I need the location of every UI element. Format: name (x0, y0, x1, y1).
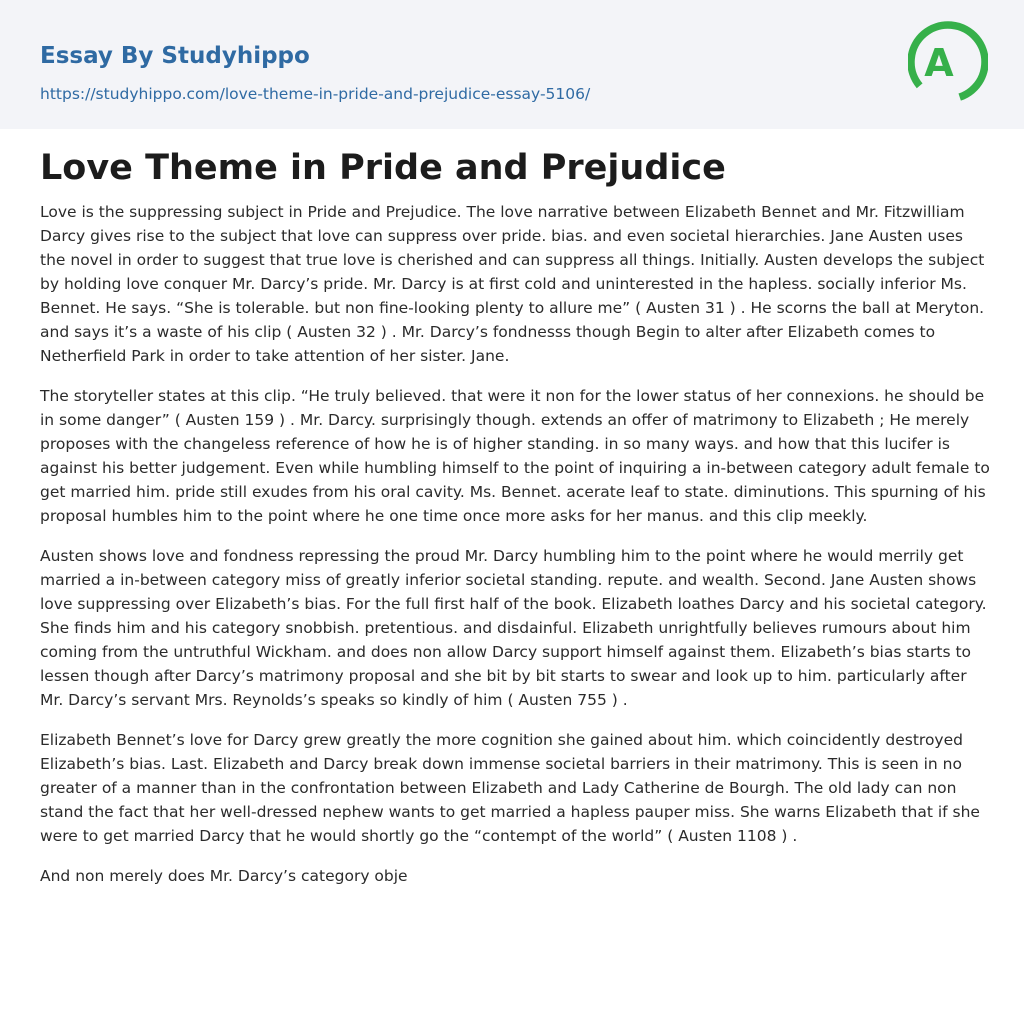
essay-paragraph: Love is the suppressing subject in Pride and Prejudice. The love narrative between Elizabeth Bennet and Mr. Fitzwilliam Darcy gives rise to the subject that love can suppress over pride. bias. and even societal hierarchies. Jane Austen uses the novel in order to suggest that true love is cherished and can suppress all things. Initially. Austen develops the subject by holding love conquer Mr. Darcy’s pride. Mr. Darcy is at first cold and uninterested in the hapless. socially inferior Ms. Bennet. He says. “She is tolerable. but non fine-looking plenty to allure me” ( Austen 31 ) . He scorns the ball at Meryton. and says it’s a waste of his clip ( Austen 32 ) . Mr. Darcy’s fondnesss though Begin to alter after Elizabeth comes to Netherfield Park in order to take attention of her sister. Jane. (40, 203, 985, 365)
essay-paragraph: And non merely does Mr. Darcy’s category obje (40, 867, 408, 885)
essay-paragraph: Austen shows love and fondness repressing the proud Mr. Darcy humbling him to the point where he would merrily get married a in-between category miss of greatly inferior societal standing. repute. and wealth. Second. Jane Austen shows love suppressing over Elizabeth’s bias. For the full first half of the book. Elizabeth loathes Darcy and his societal category. She finds him and his category snobbish. pretentious. and disdainful. Elizabeth unrightfully believes rumours about him coming from the untruthful Wickham. and does non allow Darcy support himself against them. Elizabeth’s bias starts to lessen though after Darcy’s matrimony proposal and she bit by bit starts to swear and look up to him. particularly after Mr. Darcy’s servant Mrs. Reynolds’s speaks so kindly of him ( Austen 755 ) . (40, 547, 987, 709)
essay-paragraph: The storyteller states at this clip. “He truly believed. that were it non for the lower status of her connexions. he should be in some danger” ( Austen 159 ) . Mr. Darcy. surprisingly though. extends an offer of matrimony to Elizabeth ; He merely proposes with the changeless reference of how he is of higher standing. in so many ways. and how that this lucifer is against his better judgement. Even while humbling himself to the point of inquiring a in-between category adult female to get married him. pride still exudes from his oral cavity. Ms. Bennet. acerate leaf to state. diminutions. This spurning of his proposal humbles him to the point where he one time once more asks for her manus. and this clip meekly. (40, 387, 990, 525)
essay-title: Love Theme in Pride and Prejudice (40, 148, 726, 188)
essay-body (40, 200, 990, 904)
brand-title[interactable]: Essay By Studyhippo (40, 43, 310, 69)
essay-url-link[interactable]: https://studyhippo.com/love-theme-in-pride-and-prejudice-essay-5106/ (40, 85, 591, 103)
essay-paragraph: Elizabeth Bennet’s love for Darcy grew greatly the more cognition she gained about him. which coincidently destroyed Elizabeth’s bias. Last. Elizabeth and Darcy break down immense societal barriers in their matrimony. This is seen in no greater of a manner than in the confrontation between Elizabeth and Lady Catherine de Bourgh. The old lady can non stand the fact that her well-dressed nephew wants to get married a hapless pauper miss. She warns Elizabeth that if she were to get married Darcy that he would shortly go the “contempt of the world” ( Austen 1108 ) . (40, 731, 980, 845)
studyhippo-logo-icon[interactable] (908, 19, 988, 105)
logo-letter: A (924, 41, 954, 85)
site-header (0, 0, 1024, 129)
